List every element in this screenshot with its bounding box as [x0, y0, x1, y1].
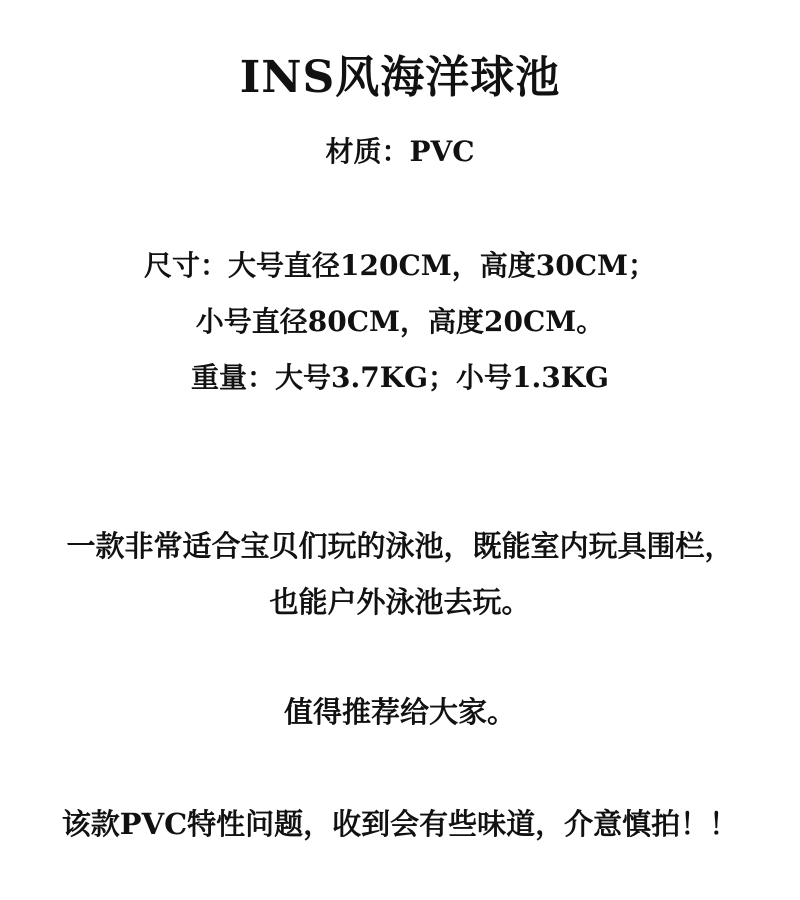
description-line-2: 也能户外泳池去玩。 [269, 585, 531, 619]
weight-text: 重量：大号3.7KG；小号1.3KG [191, 361, 609, 394]
description-line-1: 一款非常适合宝贝们玩的泳池，既能室内玩具围栏， [66, 529, 734, 563]
product-title: INS风海洋球池 [239, 52, 561, 103]
odor-notice-text: 该款PVC特性问题，收到会有些味道，介意慎拍！！ [61, 807, 739, 841]
recommendation-text: 值得推荐给大家。 [283, 695, 516, 729]
material-text: 材质：PVC [325, 135, 475, 168]
size-large-text: 尺寸：大号直径120CM，高度30CM； [144, 249, 656, 282]
size-small-text: 小号直径80CM，高度20CM。 [195, 305, 605, 338]
